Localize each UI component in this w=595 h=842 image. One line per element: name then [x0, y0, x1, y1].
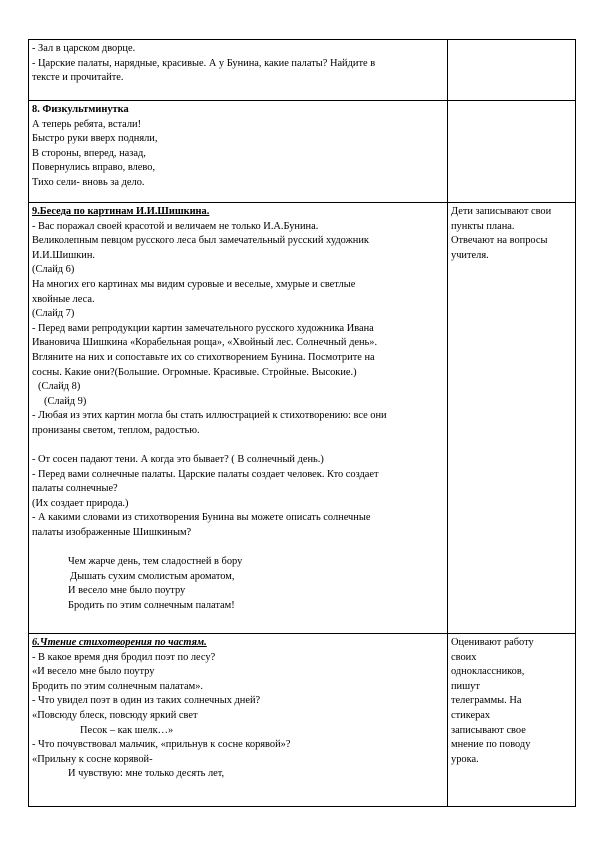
blank-line	[32, 541, 444, 556]
text-line: - Что увидел поэт в один из таких солнечных дней?	[32, 695, 261, 707]
lesson-plan-table	[28, 39, 576, 807]
table-row	[29, 203, 576, 634]
text-line: В стороны, вперед, назад,	[32, 147, 146, 159]
text-line: - А какими словами из стихотворения Бунина вы можете описать солнечные	[32, 512, 371, 524]
text-line: палаты изображенные Шишкиным?	[32, 527, 192, 539]
poem-line: И весело мне было поутру	[68, 585, 186, 597]
text-line: «И весело мне было поутру	[32, 666, 155, 678]
text-line: тексте и прочитайте.	[32, 72, 124, 84]
text-line: Великолепным певцом русского леса был замечательный русский художник	[32, 235, 369, 247]
text-line: - Перед вами репродукции картин замечательного русского художника Ивана	[32, 322, 374, 334]
blank-line	[32, 439, 444, 454]
student-activity-cell	[448, 203, 576, 634]
text-line: «Повсюду блеск, повсюду яркий свет	[32, 709, 198, 721]
text-line: - От сосен падают тени. А когда это бывает? ( В солнечный день.)	[32, 454, 324, 466]
text-line: Вглянитe на них и сопоставьте их со стихотворением Бунина. Посмотрите на	[32, 351, 375, 363]
poem-line: Чем жарче день, тем сладостней в бору	[68, 556, 243, 568]
text-line: А теперь ребята, встали!	[32, 118, 142, 130]
table-row	[29, 40, 576, 101]
section-heading: 9.Беседа по картинам И.И.Шишкина.	[32, 206, 210, 217]
text-line: (Слайд 9)	[44, 395, 87, 407]
text-line: хвойные леса.	[32, 293, 95, 305]
text-line: - Зал в царском дворце.	[32, 43, 136, 54]
table-row	[29, 634, 576, 807]
poem-line: Бродить по этим солнечным палатам!	[68, 600, 235, 612]
section-heading: 6.Чтение стихотворения по частям.	[32, 637, 207, 648]
student-activity-cell	[448, 634, 576, 807]
side-text: Отвечают на вопросы учителя.	[451, 235, 548, 261]
student-activity-cell	[448, 101, 576, 203]
text-line: Повернулись вправо, влево,	[32, 162, 156, 174]
text-line: (Их создает природа.)	[32, 497, 129, 509]
text-line: (Слайд 6)	[32, 264, 75, 276]
student-activity-cell	[448, 40, 576, 101]
text-line: На многих его картинах мы видим суровые и веселые, хмурые и светлые	[32, 278, 356, 290]
text-line: Быстро руки вверх подняли,	[32, 133, 158, 145]
poem-line: И чувствую: мне только десять лет,	[68, 768, 225, 780]
text-line: - Любая из этих картин могла бы стать иллюстрацией к стихотворению: все они	[32, 410, 387, 422]
text-line: - В какое время дня бродил поэт по лесу?	[32, 651, 216, 663]
text-line: - Вас поражал своей красотой и величаем не только И.А.Бунина.	[32, 220, 319, 232]
side-text: Оценивают работу своих одноклассников, пишут телеграммы. На стикерах записывают свое мнение по поводу урока.	[451, 637, 534, 765]
text-line: Ивановича Шишкина «Корабельная роща», «Хвойный лес. Солнечный день».	[32, 337, 378, 349]
poem-line: Песок – как шелк…»	[80, 724, 174, 736]
text-line: «Прильну к сосне корявой-	[32, 753, 153, 765]
stage-content-cell	[29, 634, 448, 807]
text-line: сосны. Какие они?(Большие. Огромные. Красивые. Стройные. Высокие.)	[32, 366, 357, 378]
section-heading: 8. Физкультминутка	[32, 104, 129, 115]
text-line: (Слайд 8)	[38, 381, 81, 393]
stage-content-cell	[29, 101, 448, 203]
text-line: палаты солнечные?	[32, 483, 118, 495]
text-line: пронизаны светом, теплом, радостью.	[32, 424, 200, 436]
text-line: И.И.Шишкин.	[32, 249, 96, 261]
side-text: Дети записывают свои пункты плана.	[451, 206, 552, 232]
stage-content-cell	[29, 203, 448, 634]
text-line: - Царские палаты, нарядные, красивые. А у Бунина, какие палаты? Найдите в	[32, 57, 376, 69]
text-line: (Слайд 7)	[32, 308, 75, 320]
text-line: - Перед вами солнечные палаты. Царские палаты создает человек. Кто создает	[32, 468, 379, 480]
text-line: Бродить по этим солнечным палатам».	[32, 680, 204, 692]
table-row	[29, 101, 576, 203]
text-line: Тихо сели- вновь за дело.	[32, 176, 145, 188]
text-line: - Что почувствовал мальчик, «прильнув к сосне корявой»?	[32, 739, 291, 751]
poem-line: Дышать сухим смолистым ароматом,	[70, 570, 235, 582]
stage-content-cell	[29, 40, 448, 101]
